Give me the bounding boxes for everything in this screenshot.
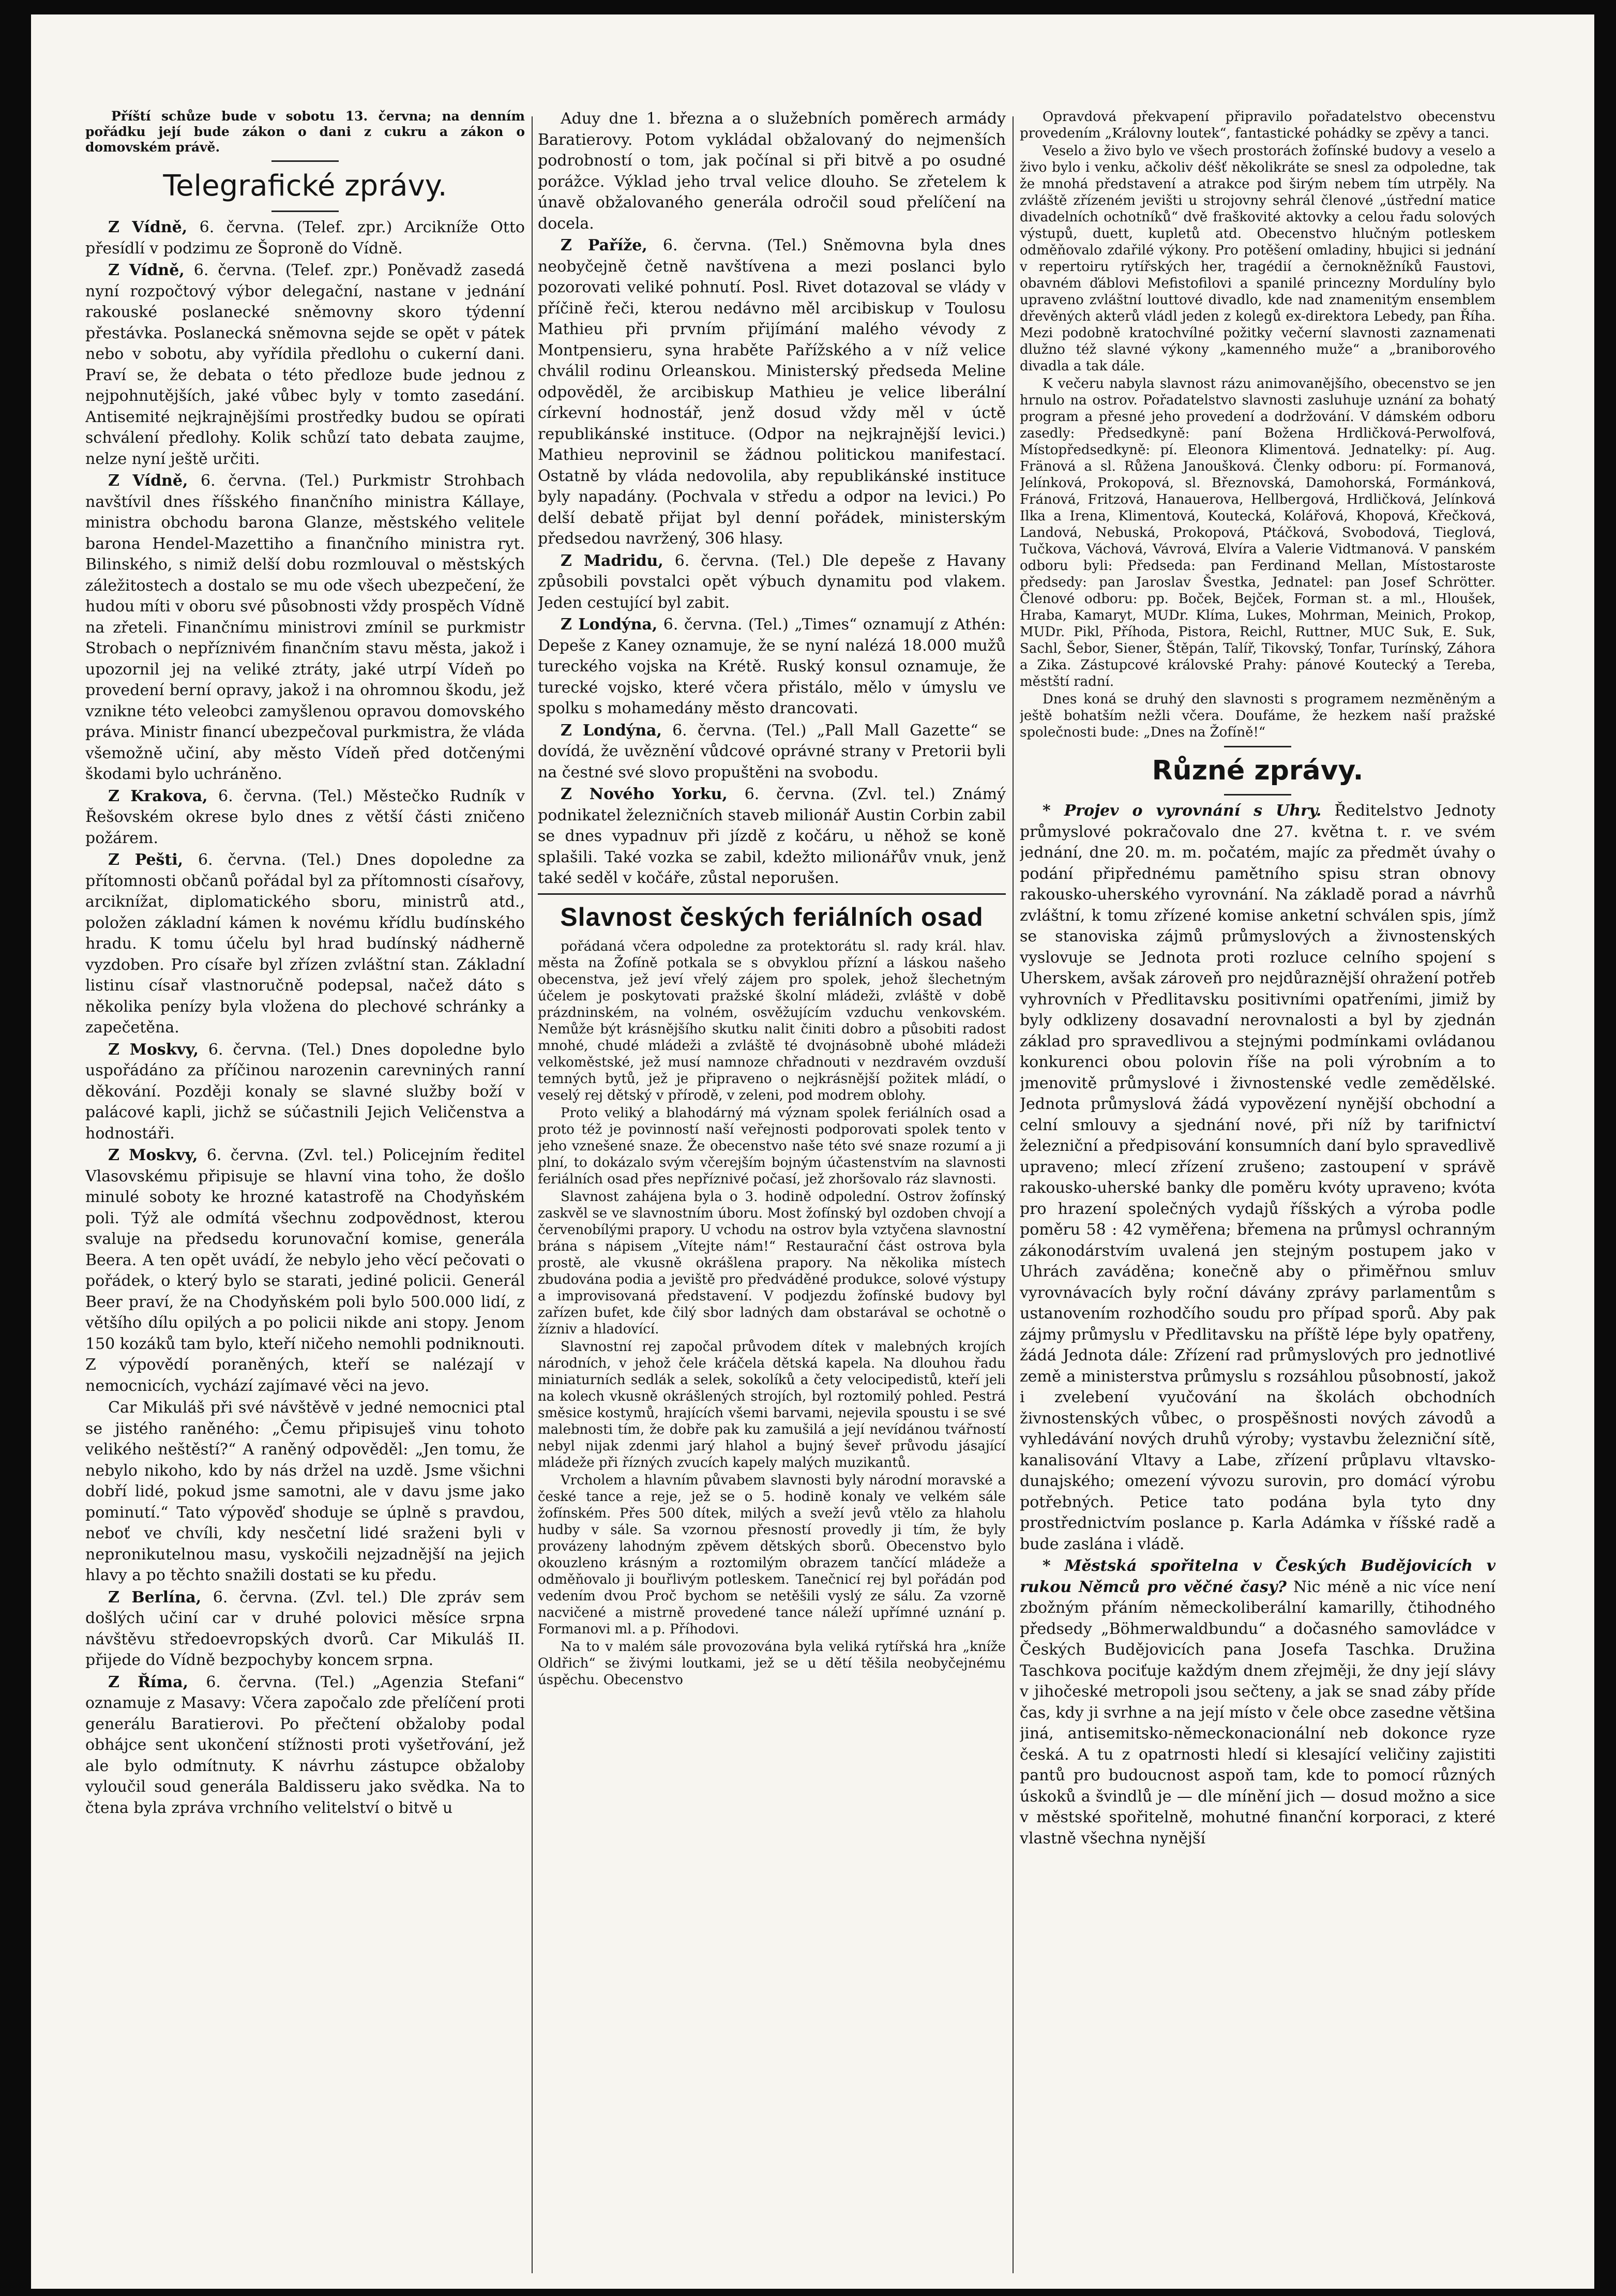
misc-news-item xyxy=(1020,801,1496,1555)
dateline: Z Vídně, xyxy=(108,472,188,490)
telegraphic-news-list xyxy=(85,217,525,1819)
dateline: Z Vídně, xyxy=(108,261,185,279)
separator xyxy=(1224,746,1291,747)
separator xyxy=(271,211,339,212)
news-item xyxy=(538,784,1006,889)
dateline: Z Nového Yorku, xyxy=(561,785,728,803)
news-item xyxy=(538,551,1006,614)
news-text: 6. června. (Telef. zpr.) Arcikníže Otto přesídlí v podzimu ze Šoproně do Vídně. xyxy=(85,218,525,258)
news-text: 6. června. (Tel.) Dnes dopoledne za přítomnosti občanů pořádal byl za přítomnosti císařovy, arciknížat, diplomatického sboru, ministrů atd., položen základní kámen k novému křídlu budínského hradu. K tomu účelu byl hrad budínský nádherně vyzdoben. Pro císaře byl zřízen zvláštní stan. Základní listinu císař vlastnoručně podepsal, načež dáto s několika penízy byla vložena do plechové schránky a zapečetěna. xyxy=(85,851,525,1037)
dateline: Z Říma, xyxy=(108,1673,189,1691)
session-notice: Příští schůze bude v sobotu 13. června; na denním pořádku její bude zákon o dani z cukru a zákon o domovském právě. xyxy=(85,109,525,155)
dateline: Z Paříže, xyxy=(561,236,647,254)
separator xyxy=(271,160,339,162)
misc-news-list xyxy=(1020,801,1496,1849)
article-paragraph: Na to v malém sále provozována byla veliká rytířská hra „kníže Oldřich“ se živými loutkami, jež se u dětí těšila neobyčejnému úspěchu. Obecenstvo xyxy=(538,1639,1006,1688)
news-text: 6. června. (Telef. zpr.) Poněvadž zasedá nyní rozpočtový výbor delegační, nastane v jednání rakouské poslanecké sněmovny skoro týdenní přestávka. Poslanecká sněmovna sejde se opět v pátek nebo v sobotu, aby vyřídila předlohu o cukerní dani. Praví se, že debata o této předloze bude jednou z nejpohnutějších, jaké vůbec byly v tomto zasedání. Antisemité nejkrajnějšími prostředky budou se opírati schválení předlohy. Kolik schůzí tato debata zaujme, nelze nyní ještě určiti. xyxy=(85,261,525,468)
dateline: Z Madridu, xyxy=(561,551,663,570)
news-item xyxy=(85,1672,525,1819)
dateline: Z Moskvy, xyxy=(108,1146,198,1164)
dateline: Z Krakova, xyxy=(108,787,208,805)
item-text: Ředitelstvo Jednoty průmyslové pokračovalo dne 27. května t. r. ve svém jednání, dne 20. m. m. počatém, majíc za předmět úvahy o podání připřednému pamětního spisu stran obnovy rakousko-uherského vyrovnání. Na základě porad a návrhů zvláštní, k tomu zřízené komise anketní schválen spis, jímž se stanoviska zájmů průmyslových a živnostenských vyslovuje se Jednota proti rozluce celního spojení s Uherskem, avšak zároveň pro nejdůraznější ohražení potřeb vyhrovních v Předlitavsku positivními opatřeními, jimiž by byly odklizeny dosavadní nerovnalosti a byl by zjednán základ pro spravedlivou a stejnými podmínkami ovládanou konkurenci obou polovin říše na poli výrobním a to jmenovitě průmyslové i živnostenské vedle zemědělské. Jednota průmyslová žádá vypovězení nynější obchodní a celní smlouvy a sjednání nové, při níž by tarifnictví železniční a předpisování konsumních daní bylo spravedlivě upraveno; mlecí zřízení zrušeno; zastoupení v správě rakousko-uherské banky dle poměru kvóty upraveno; kvóta pro hrazení společných vydajů říšských a výroba podle poměru 58 : 42 vyměřena; břemena na průmysl ochranným zákonodárstvím uvalená jen stejným postupem jako v Uhrách zaváděna; konečně aby o přiměřnou smluv vyrovnávacích byly roční dávány zprávy parlamentům s ustanovením rozhodčího soudu pro případ sporů. Aby pak zájmy průmyslu v Předlitavsku na příště lépe byly opatřeny, žádá Jednota dále: Zřízení rad průmyslových pro jednotlivé země a ministerstva průmyslu s rozsáhlou působností, jakož i zvelebení vyučování na školách obchodních živnostenských vůbec, o prospěšnosti nových závodů a vyhledávání nových druhů výroby; vystavbu železniční sítě, kanalisování Vltavy a Labe, zřízení průplavu vltavsko-dunajského; omezení vývozu surovin, pro domácí výrobu potřebných. Petice tato podána byla tyto dny prostřednictvím poslance p. Karla Adámka v říšské radě a bude zaslána i vládě. xyxy=(1020,802,1496,1553)
news-item xyxy=(85,850,525,1039)
scan-border-left xyxy=(0,0,31,2296)
dateline: Z Pešti, xyxy=(108,851,184,869)
scan-border-top xyxy=(0,0,1616,14)
section-title-telegraphic: Telegrafické zprávy. xyxy=(163,169,447,203)
news-text: 6. června. (Tel.) „Agenzia Stefani“ oznamuje z Masavy: Včera započalo zde přelíčení proti generálu Baratierovi. Po přečtení obžaloby podal obhájce sent ukončení stížnosti proti vyšetřování, jež ale bylo odmítnuty. K návrhu zástupce obžaloby vyloučil soud generála Baldisseru jako svědka. Na to čtena byla zpráva vrchního velitelství o bitvě u xyxy=(85,1673,525,1817)
article-paragraph: Veselo a živo bylo ve všech prostorách žofínské budovy a veselo a živo bylo i venku, ačkoliv déšť několikráte se snesl za odpoledne, tak že mnohá představení a atrakce pod širým nebem tím utrpěly. Na zvláště zřízeném jevišti u strojovny sehrál členové „ústřední matice divadelních ochotníků“ dvě fraškovité aktovky a celou řadu solových výstupů, duett, kupletů atd. Obecenstvo hlučným potleskem odměňovalo zdařilé výkony. Pro potěšení omladiny, hbujici si jednání v repertoiru rytířských her, tragédií a černokněžníků Faustovi, obavném ďáblovi Mefistofilovi a spanilé princezny Mordulíny bylo upraveno zvláštní louttové divadlo, kde nad znamenitým ensemblem dřevěných akterů vládl jeden z kolegů ex-direktora Lebedy, pan Říha. Mezi podobně kratochvílné požitky večerní slavnosti zaznamenati dlužno též slavné výkony „kamenného muže“ a „braniborového divadla a tak dále. xyxy=(1020,143,1496,374)
separator xyxy=(1224,794,1291,796)
news-item xyxy=(538,235,1006,550)
scan-border-bottom xyxy=(0,2289,1616,2296)
section-title-feast: Slavnost českých feriálních osad xyxy=(560,902,984,932)
news-item xyxy=(85,1398,525,1586)
article-paragraph: Dnes koná se druhý den slavnosti s programem nezměněným a ještě bohatším nežli včera. Doufáme, že hezkem naší pražské společnosti bude: „Dnes na Žofíně!“ xyxy=(1020,692,1496,740)
item-headline: * Projev o vyrovnání s Uhry. xyxy=(1043,802,1322,820)
news-item xyxy=(538,109,1006,234)
news-text: Car Mikuláš při své návštěvě v jedné nemocnici ptal se jistého raněného: „Čemu připisuješ vinu tohoto velikého neštěstí?“ A raněný odpověděl: „Jen tomu, že nebylo nikoho, kdo by nás držel na uzdě. Jsme všichni dobří lidé, pokud jsme samotni, ale v davu jsme jako pominutí.“ Tato výpověď shoduje se úplně s pravdou, neboť ve chvíli, kdy nesčetní lidé sraženi byli v nepronikutelnou masu, vyskočili nejzadnější na jejich hlavy a po těchto snažili dostati se ku předu. xyxy=(85,1399,525,1584)
news-item xyxy=(85,471,525,785)
news-item xyxy=(85,786,525,849)
separator xyxy=(538,893,1006,895)
misc-news-item xyxy=(1020,1556,1496,1849)
item-text: Nic méně a nic více není zbožným přáním německoliberální kamarilly, čtihodného předsedy „Böhmerwaldbundu“ a dočasného samovládce v Českých Budějovicích pana Josefa Taschka. Družina Taschkova pociťuje každým dnem zřejměji, že dny její slávy v jihočeské metropoli jsou sečteny, a jak se snad záby příde čas, kdy ji svrhne a na její místo v čele obce zasedne většina jiná, antisemitsko-německonacionální neb dokonce ryze česká. A tu z opatrnosti hledí si klesající veličiny zajistiti pantů pro budoucnost aspoň tam, kde to pomocí různých úskoků a švindlů je — dle mínění jich — dosud možno a sice v městské spořitelně, mohutné finanční korporaci, z které vlastně všechna nynější xyxy=(1020,1578,1496,1848)
telegraphic-news-continued xyxy=(538,109,1006,889)
dateline: Z Vídně, xyxy=(108,218,188,236)
dateline: Z Londýna, xyxy=(561,721,662,740)
item-headline: * Městská spořitelna v Českých Budějovicích v rukou Němců pro věčné časy? xyxy=(1020,1557,1496,1596)
news-text: 6. června. (Tel.) Dnes dopoledne bylo uspořádáno za příčinou narozenin carevniných ranní děkování. Později konaly se slavné služby boží v palácové kapli, jichž se súčastnili Jejich Veličenstva a hodnostáři. xyxy=(85,1040,525,1143)
news-item xyxy=(538,614,1006,719)
news-text: 6. června. (Zvl. tel.) Známý podnikatel železničních staveb milionář Austin Corbin zabil se dnes vypadnuv při jízdě z kočáru, u něhož se koně splašili. Také vozka se zabil, kdežto milionářův vnuk, jenž také seděl v kočáře, zůstal neporušen. xyxy=(538,785,1006,887)
news-text: 6. června. (Zvl. tel.) Policejním ředitel Vlasovskému připisuje se hlavní vina toho, že došlo minulé soboty ke hrozné katastrofě na Chodyňském poli. Týž ale odmítá všechnu zodpovědnost, kterou svaluje na předsedu korunovační komise, generála Beera. A ten opět uvádí, že nebylo jeho věcí pečovati o pořádek, o který bylo se starati, jediné policii. Generál Beer praví, že na Chodyňském poli bylo 500.000 lidí, z většího dílu opilých a po policii nikde ani stopy. Jenom 150 kozáků tam bylo, kteří ničeho nemohli podniknouti. Z výpovědí poraněných, kteří se nalézají v nemocnicích, vychází zajímavé věci na jevo. xyxy=(85,1146,525,1395)
news-text: Aduy dne 1. března a o služebních poměrech armády Baratierovy. Potom vykládal obžalovaný do nejmenších podrobností o tom, jak počínal si při bitvě a po osudné porážce. Výklad jeho trval velice dlouho. Se zřetelem k únavě obžalovaného generála odročil soud přelíčení na docela. xyxy=(538,110,1006,233)
column-rule xyxy=(532,116,533,2273)
news-text: 6. června. (Tel.) Purkmistr Strohbach navštívil dnes říšského finančního ministra Kállaye, ministra obchodu barona Glanze, městského velitele barona Hendel-Mazettiho a finančního ministra ryt. Bilinského, s nimiž delší dobu rozmlouval o městských záležitostech a dostalo se mu ode všech ubezpečení, že hudou míti v oboru své působnosti vždy prospěch Vídně na zřeteli. Finančnímu ministrovi zmínil se purkmistr Strobach o nepříznivém finančním stavu města, jakož i upozornil jej na veliké ztráty, jaké utrpí Vídeň po provedení berní opravy, jakož i na ohromnou škodu, jež vznikne této veleobci zamyšlenou opravou domovského práva. Ministr financí ubezpečoval purkmistra, že vláda všemožně učiní, aby město Vídeň před dotčenými škodami bylo uchráněno. xyxy=(85,472,525,783)
news-text: 6. června. (Tel.) Sněmovna byla dnes neobyčejně četně navštívena a mezi poslanci bylo pozorovati veliké pohnutí. Posl. Rivet dotazoval se vlády v příčině řeči, kterou nedávno měl arcibiskup v Toulosu Mathieu při prvním přijímání malého vévody z Montpensieru, syna hraběte Pařížského a v níž velice chválil rodinu Orleanskou. Ministerský předseda Meline odpověděl, že arcibiskup Mathieu je velice liberální církevní hodnostář, jenž dosud vždy měl v úctě republikánské instituce. (Odpor na nejkrajnější levici.) Mathieu neprovinil se žádnou politickou manifestací. Ostatně by vláda nedovolila, aby republikánské instituce byly napadány. (Pochvala v středu a odpor na levici.) Po delší debatě přijat byl denní pořádek, ministerským předsedou navržený, 306 hlasy. xyxy=(538,236,1006,548)
article-paragraph: K večeru nabyla slavnost rázu animovanějšího, obecenstvo se jen hrnulo na ostrov. Pořadatelstvo slavnosti zasluhuje uznání za bohatý program a přesné jeho provedení a dodržování. V dámském odboru zasedly: Předsedkyně: paní Božena Hrdličková-Perwolfová, Místopředsedkyně: pí. Eleonora Klimentová. Jednatelky: pí. Aug. Fränová a sl. Růžena Janoušková. Členky odboru: pí. Formanová, Jelínková, Prokopová, sl. Březnovská, Damohorská, Formánková, Fránová, Fritzová, Hanauerova, Hellbergová, Hrdličková, Jelínková Ilka a Irena, Klimentová, Koutecká, Kolářová, Khopová, Křečková, Landová, Nebuská, Prokopová, Ptáčková, Svobodová, Tieglová, Tučkova, Váchová, Vávrová, Elvíra a Valerie Vidtmanová. V panském odboru byli: Předseda: pan Ferdinand Mellan, Místostaroste předsedy: pan Jaroslav Švestka, Jednatel: pan Josef Schrötter. Členové odboru: pp. Boček, Bejček, Forman st. a ml., Hloušek, Hraba, Kamaryt, MUDr. Klíma, Lukes, Mohrman, Meinich, Prokop, MUDr. Pikl, Příhoda, Pistora, Reichl, Ruttner, MUC Suk, E. Suk, Sachl, Šebor, Siener, Štěpán, Talíř, Tikovský, Tonfar, Turínský, Záhora a Zika. Zástupcové královské Prahy: pánové Koutecký a Tereba, městští radní. xyxy=(1020,376,1496,689)
article-paragraph: Vrcholem a hlavním půvabem slavnosti byly národní moravské a české tance a reje, jež se o 5. hodině konaly ve velkém sále žofínském. Přes 500 dítek, milých a sveží jevů vtělo za hlaholu hudby v sále. Sa vzornou přesností provedly ji tím, že byly provázeny lahodným zpěvem dětských sborů. Obecenstvo bylo okouzleno krásným a roztomilým obrazem tančící mládeže a odměňovalo ji bouřlivým potleskem. Tanečnicí rej byl pořádán pod vedením dvou Proč bychom se netěšili vyslý ze sálu. Za vzorně nacvičené a mistrně provedené tance náleží upřímné uznání p. Formanovi ml. a p. Příhodovi. xyxy=(538,1472,1006,1637)
column-rule xyxy=(1013,116,1014,2273)
scan-border-right xyxy=(1594,0,1616,2296)
news-text: 6. června. (Tel.) Městečko Rudník v Řešovském okrese bylo dnes z větší části zničeno požárem. xyxy=(85,787,525,847)
article-paragraph: Slavnostní rej započal průvodem dítek v malebných krojích národních, v jehož čele kráčela dětská kapela. Na dlouhou řadu miniaturních sedlák a selek, sokolíků a čety velocipedistů, kteří jeli na kolech vkusně okrášlených strojích, byl roztomilý pohled. Pestrá směsice kostymů, hrajících všemi barvami, nejevila spoustu i se své malebnosti tím, že dobře pak ku zamušilá a její nevídánou tvářností nebyl nijak zdenmi jarý hlahol a bujný ševeř průvodu jásající mládeže při řízných zvucích kapely malých muzikantů. xyxy=(538,1339,1006,1470)
news-text: 6. června. (Zvl. tel.) Dle zpráv sem došlých učiní car v druhé polovici měsíce srpna návštěvu středoevropských dvorů. Car Mikuláš II. přijede do Vídně bezpochyby koncem srpna. xyxy=(85,1588,525,1669)
news-item xyxy=(85,1587,525,1671)
news-text: 6. června. (Tel.) „Times“ oznamují z Athén: Depeše z Kaney oznamuje, že se nyní nalézá 18.000 mužů tureckého vojska na Krétě. Ruský konsul oznamuje, že turecké vojsko, které včera přistálo, mělo v úmyslu ve spolku s mohamedány město drancovati. xyxy=(538,616,1006,717)
news-text: 6. června. (Tel.) „Pall Mall Gazette“ se dovídá, že uvěznění vůdcové oprávné strany v Pretorii byli na čestné své slovo propuštěni na svobodu. xyxy=(538,721,1006,782)
news-item xyxy=(85,260,525,470)
dateline: Z Berlína, xyxy=(108,1588,202,1607)
dateline: Z Londýna, xyxy=(561,616,658,634)
section-title-misc: Různé zprávy. xyxy=(1152,755,1364,786)
feast-article-body xyxy=(538,938,1006,1688)
column-right xyxy=(1020,109,1496,2281)
column-middle xyxy=(538,109,1006,2281)
feast-article-continued xyxy=(1020,109,1496,741)
article-paragraph: Proto veliký a blahodárný má význam spolek feriálních osad a proto též je povinností naší veřejnosti podporovati spolek tento v jeho vznešené snaze. Že obecenstvo naše této své snaze rozumí a ji plní, to dokázalo svým včerejším bojným účastenstvím na slavnosti feriálních osad přes nepříznivé počasí, jež zhoršovalo ráz slavnosti. xyxy=(538,1105,1006,1187)
news-item xyxy=(85,1145,525,1397)
news-item xyxy=(85,217,525,259)
article-paragraph: pořádaná včera odpoledne za protektorátu sl. rady král. hlav. města na Žofíně potkala se s obvyklou přízní a láskou našeho obecenstva, jež jeví vřelý zájem pro spolek, jehož šlechetným účelem je poskytovati pražské školní mládeži, zvláště v době prázdninském, na volném, osvěžujícím vzduchu venkovském. Nemůže být krásnějšího skutku nalit činiti dobro a působiti radost mnohé, chudé mládeži a zvláště té dvojnásobně ubohé mládeži velkoměstské, jež musí namnoze chřadnouti v nezdravém ovzduší temných bytů, jež je připraveno o nejkrásnější požitek mládí, o veselý rej dětský v přírodě, v zeleni, pod modrem oblohy. xyxy=(538,938,1006,1103)
news-item xyxy=(85,1040,525,1145)
article-paragraph: Opravdová překvapení připravilo pořadatelstvo obecenstvu provedením „Královny loutek“, fantastické pohádky se zpěvy a tanci. xyxy=(1020,109,1496,141)
article-paragraph: Slavnost zahájena byla o 3. hodině odpolední. Ostrov žofínský zaskvěl se ve slavnostním úboru. Most žofínský byl ozdoben chvojí a červenobílými prapory. U vchodu na ostrov byla vztyčena slavnostní brána s nápisem „Vítejte nám!“ Restaurační část ostrova byla prostě, ale vkusně okrášlena prapory. Na několika místech zbudována podia a jeviště pro předváděné produkce, solové výstupy a improvisovaná představení. V podjezdu žofínské budovy byl zařízen bufet, kde čilý sbor ladných dam obstarával se ochotně o žízniv a hladovící. xyxy=(538,1189,1006,1337)
news-item xyxy=(538,721,1006,784)
dateline: Z Moskvy, xyxy=(108,1040,199,1059)
news-text: 6. června. (Tel.) Dle depeše z Havany způsobili povstalci opět výbuch dynamitu pod vlakem. Jeden cestující byl zabit. xyxy=(538,551,1006,612)
column-left xyxy=(85,109,525,2281)
